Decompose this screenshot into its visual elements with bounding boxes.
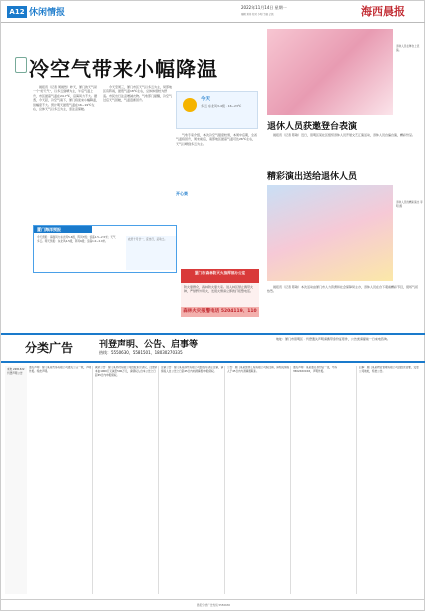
publish-date: 2022年11月14日 星期一 [241, 5, 287, 10]
story-1-title: 退休人员获邀登台表演 [267, 122, 358, 132]
classified-phone: 热线：5550630、5581501、18030270335 [99, 350, 183, 355]
ocean-forecast-text: 今天预报：海面风力东北风5-6级，阵风7级；浪高1.5~2.5米；天气多云。明天预报：东北风4-5级，阵风6级；浪高1.0~2.0米。 [37, 236, 116, 244]
performance-photo-2 [267, 185, 393, 281]
weather-text: 多云 东北风3-4级 · 16~23℃ [201, 104, 242, 108]
headline: 冷空气带来小幅降温 [29, 57, 218, 81]
classified-address: 地址：厦门市思明区 · 刊登遗失声明请携带身份证原件，公告类请提前一日来电咨询。 [276, 337, 390, 341]
relief-label: 开心果 [176, 191, 188, 196]
fire-phone: 5204119、110 [220, 309, 257, 314]
article-col-3: 气象专家介绍，本次冷空气强度较弱，本周中后期，全省气温将回升，周末前后，南部地区最高气温可达26℃左右，天气以晴到多云为主。 [176, 133, 258, 146]
fire-phone-label: 森林火灾报警电话 [183, 309, 220, 314]
story-1-text: 晨报讯（记者 陈敏）近日，思明区某社区组织退休人员开展文艺汇演活动，退休人员自编自演，精彩纷呈。 [273, 133, 415, 137]
weather-box [176, 91, 258, 129]
fire-notice-header: 厦门市森林防灭火指挥部办公室 [181, 269, 259, 283]
newspaper-logo: 海西晨报 [361, 5, 405, 18]
fire-notice-body: 防火靠群众，森林防火靠大家。进入林区禁止携带火种，严禁野外用火，发现火情请立即拨打报警电话。 [181, 283, 259, 313]
fire-phone-box [181, 307, 259, 317]
photo-caption-1: 退休人员在舞台上表演。 [396, 45, 420, 52]
ocean-forecast-side [126, 236, 176, 270]
story-2-title: 精彩演出送给退休人员 [267, 172, 358, 182]
classified-label: 分类广告 [25, 341, 74, 355]
relief-box [176, 191, 258, 239]
performance-photo-1 [267, 29, 393, 115]
classified-col: 减资公告：厦门某科技有限公司经股东会决议，注册资本由1000万元减至500万元，请债权人自本公告之日起45日内申报债权。 [95, 366, 159, 594]
editor-line: 编辑 邓伟 校对 李明 美编 余凯 [241, 13, 274, 16]
sun-icon [183, 98, 197, 112]
classified-col: 遗失声明：某某遗失身份证一张，号码3502XXXXXX，声明作废。 [293, 366, 357, 594]
photo-caption-2: 退休人员的精彩演出 李明 摄 [396, 201, 423, 208]
thermometer-icon [15, 57, 27, 73]
article-col-2: 今天至周三，厦门市区天气以多云为主，局部地区有阵雨，最低气温18℃左右，总体体感较为舒适。市民出行注意增减衣物。气象部门提醒，冷空气过后天气回暖，气温逐渐回升。 [103, 85, 173, 103]
almanac-text: 农历十月廿一，宜出行，忌动土。 [128, 238, 167, 241]
article-col-1: 晨报讯（记者 周晨然）昨天，厦门的天气是一个“好天气”，以多云到晴为主，午后气温上升，市区最高气温在24.7℃，沿海风力不大。据悉，今天起，冷空气南下，厦门将迎来小幅降温，但幅度不大。预计明天最低气温在16~19℃左右，总体天气以多云为主，需注意保暖。 [33, 85, 99, 112]
classified-ads-banner [1, 333, 425, 363]
classified-headline: 刊登声明、公告、启事等 [99, 340, 199, 350]
classified-col: 注销公告：厦门某某商贸有限公司经股东决定注销，请债权人自公告之日起45日内向清算组申报债权。 [161, 366, 225, 594]
ocean-forecast-box [33, 225, 177, 273]
classified-columns [29, 366, 423, 594]
section-title: 休闲情报 [29, 8, 66, 18]
ocean-forecast-header: 厦门海洋预报 [34, 226, 92, 233]
classified-col: 启事：厦门某某物业管理有限公司因经营需要，变更公司地址，特此公告。 [359, 366, 419, 373]
page-header [1, 1, 425, 23]
page-number: A12 [7, 6, 27, 18]
story-2-text: 晨报讯（记者 陈敏）本次活动由厦门市人力资源和社会保障局主办，退休人员在台下观看精彩节目，现场气氛热烈。 [267, 285, 418, 294]
page-footer: 晨报分类广告热线 5550630 [1, 599, 425, 611]
classified-col: 公告：厦门某某装饰工程有限公司拟注销，请相关债权人于45日内与清算组联系。 [227, 366, 291, 594]
weather-label: 今天 [201, 97, 210, 102]
classified-side-note: 来电 2281322 刊登声明公告 [5, 366, 27, 594]
classified-col: 遗失声明：厦门某某贸易有限公司遗失公章一枚，声明作废。特此声明。 [29, 366, 93, 594]
